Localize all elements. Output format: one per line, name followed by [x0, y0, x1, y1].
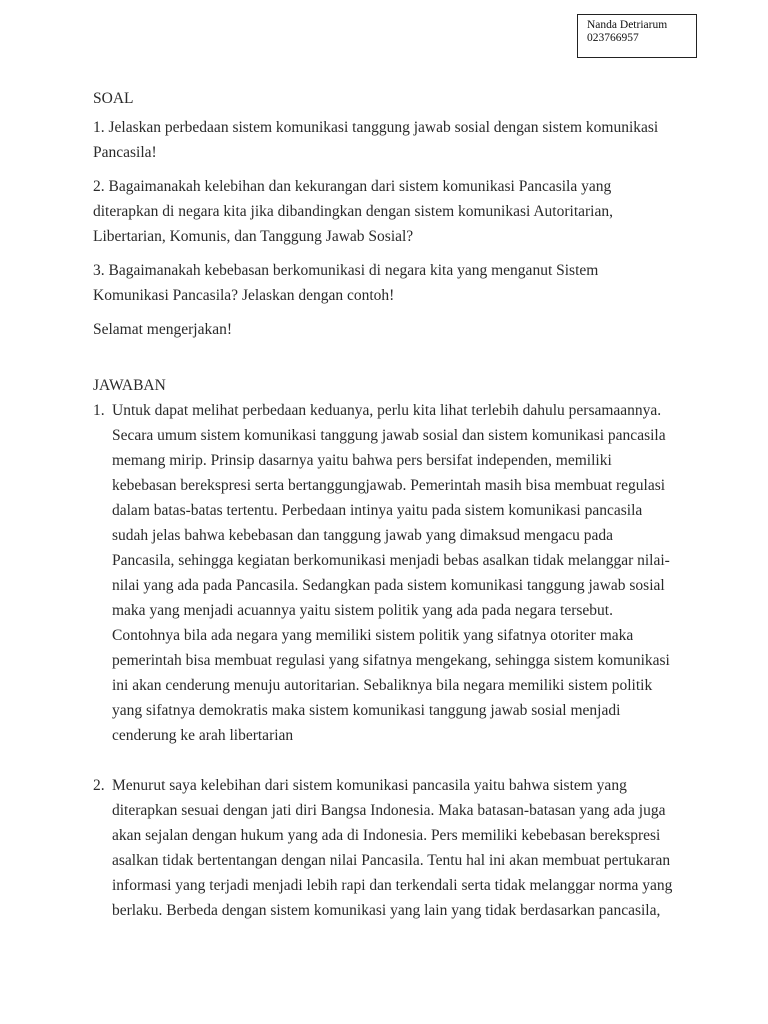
answer-line: Menurut saya kelebihan dari sistem komunikasi pancasila yaitu bahwa sistem yang [112, 777, 627, 794]
question-3 [93, 258, 683, 308]
answer-line: Contohnya bila ada negara yang memiliki sistem politik yang sifatnya otoriter maka [112, 627, 634, 644]
answer-1 [93, 398, 683, 748]
answer-line: akan sejalan dengan hukum yang ada di Indonesia. Pers memiliki kebebasan berekspresi [112, 827, 661, 844]
student-id: 023766957 [587, 32, 639, 44]
answer-line: Pancasila, sehingga kegiatan berkomunikasi menjadi bebas asalkan tidak melanggar nilai- [112, 552, 670, 569]
question-2 [93, 174, 683, 249]
answer-line: dalam batas-batas tertentu. Perbedaan intinya yaitu pada sistem komunikasi pancasila [112, 502, 643, 519]
answer-line: ini akan cenderung menuju autoritarian. Sebaliknya bila negara memiliki sistem politik [112, 677, 653, 694]
document-body [93, 86, 683, 923]
answer-line: memang mirip. Prinsip dasarnya yaitu bahwa pers bersifat independen, memiliki [112, 452, 612, 469]
jawaban-heading: JAWABAN [93, 377, 166, 394]
question-line: 3. Bagaimanakah kebebasan berkomunikasi di negara kita yang menganut Sistem [93, 262, 599, 279]
answer-line: Untuk dapat melihat perbedaan keduanya, perlu kita lihat terlebih dahulu persamaannya. [112, 402, 662, 419]
answer-line: asalkan tidak bertentangan dengan nilai Pancasila. Tentu hal ini akan membuat pertukaran [112, 852, 671, 869]
student-identity-box [577, 14, 697, 58]
student-name: Nanda Detriarum [587, 19, 668, 31]
answer-line: pemerintah bisa membuat regulasi yang sifatnya mengekang, sehingga sistem komunikasi [112, 652, 670, 669]
answer-line: sudah jelas bahwa kebebasan dan tanggung jawab yang dimaksud mengacu pada [112, 527, 614, 544]
answer-number: 2. [93, 777, 105, 794]
soal-heading: SOAL [93, 90, 134, 107]
question-line: Libertarian, Komunis, dan Tanggung Jawab Sosial? [93, 228, 414, 245]
answer-line: nilai yang ada pada Pancasila. Sedangkan pada sistem komunikasi tanggung jawab sosial [112, 577, 665, 594]
answer-line: cenderung ke arah libertarian [112, 727, 294, 744]
answer-line: maka yang menjadi acuannya yaitu sistem politik yang ada pada negara tersebut. [112, 602, 613, 619]
answer-line: informasi yang terjadi menjadi lebih rapi dan terkendali serta tidak melanggar norma yang [112, 877, 673, 894]
answer-line: yang sifatnya demokratis maka sistem komunikasi tanggung jawab sosial menjadi [112, 702, 621, 719]
answer-line: Secara umum sistem komunikasi tanggung jawab sosial dan sistem komunikasi pancasila [112, 427, 666, 444]
question-1 [93, 115, 683, 165]
question-line: 1. Jelaskan perbedaan sistem komunikasi tanggung jawab sosial dengan sistem komunikasi [93, 119, 659, 136]
answer-2 [93, 773, 683, 923]
answer-line: berlaku. Berbeda dengan sistem komunikasi yang lain yang tidak berdasarkan pancasila, [112, 902, 661, 919]
question-line: Komunikasi Pancasila? Jelaskan dengan contoh! [93, 287, 395, 304]
question-line: diterapkan di negara kita jika dibandingkan dengan sistem komunikasi Autoritarian, [93, 203, 613, 220]
question-line: Pancasila! [93, 144, 157, 161]
answer-line: diterapkan sesuai dengan jati diri Bangsa Indonesia. Maka batasan-batasan yang ada juga [112, 802, 666, 819]
closing-text: Selamat mengerjakan! [93, 321, 233, 338]
answer-line: kebebasan berekspresi serta bertanggungjawab. Pemerintah masih bisa membuat regulasi [112, 477, 666, 494]
question-line: 2. Bagaimanakah kelebihan dan kekurangan dari sistem komunikasi Pancasila yang [93, 178, 612, 195]
answer-number: 1. [93, 402, 105, 419]
